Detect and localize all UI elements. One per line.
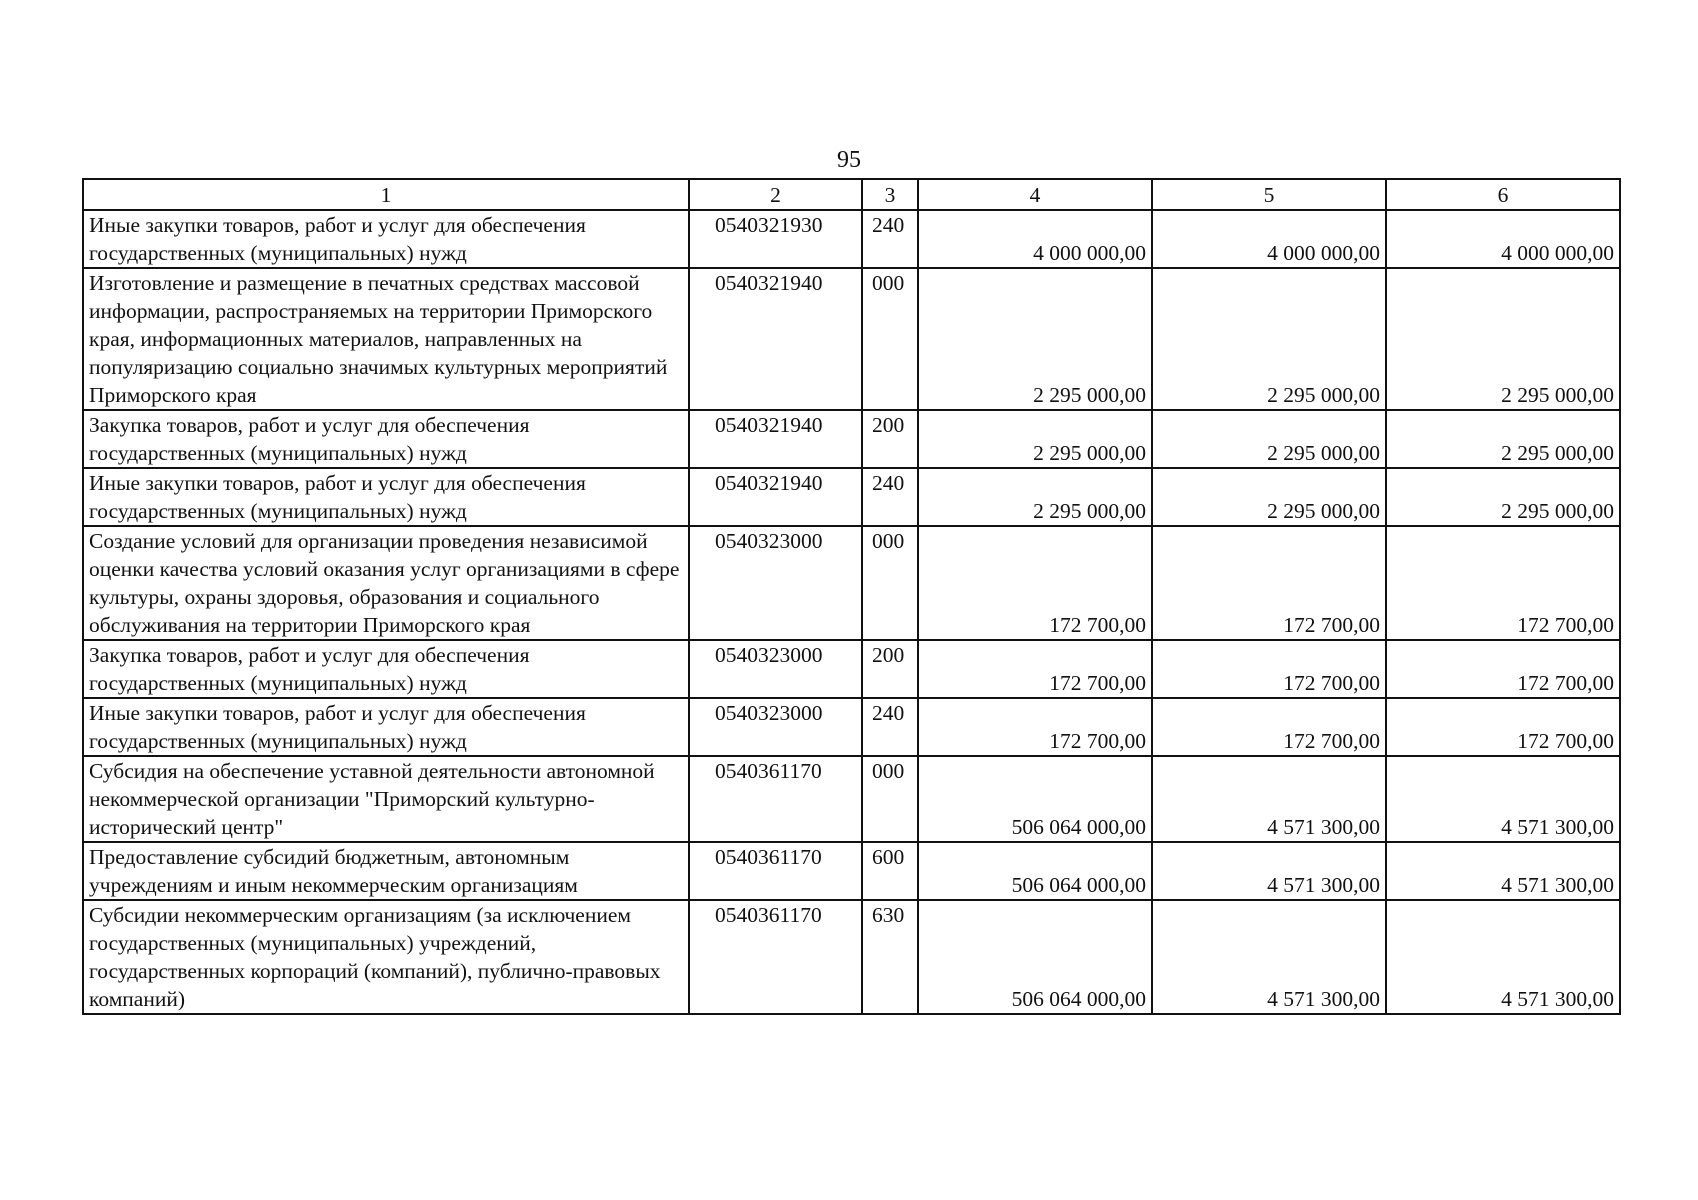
amount-column-6: 172 700,00 — [1386, 640, 1620, 698]
amount-column-4: 2 295 000,00 — [918, 268, 1152, 410]
expense-name: Закупка товаров, работ и услуг для обеспечения государственных (муниципальных) нужд — [83, 410, 689, 468]
amount-column-4: 172 700,00 — [918, 526, 1152, 640]
expense-name: Предоставление субсидий бюджетным, автономным учреждениям и иным некоммерческим организациям — [83, 842, 689, 900]
expense-type-code: 000 — [862, 526, 918, 640]
expense-type-code: 000 — [862, 268, 918, 410]
expense-type-code: 240 — [862, 468, 918, 526]
amount-column-6: 4 571 300,00 — [1386, 900, 1620, 1014]
amount-column-5: 2 295 000,00 — [1152, 410, 1386, 468]
expense-name: Создание условий для организации проведения независимой оценки качества условий оказания услуг организациями в сфере культуры, охраны здоровья, образования и социального обслуживания на территории Приморского края — [83, 526, 689, 640]
expense-type-code: 240 — [862, 210, 918, 268]
target-code: 0540361170 — [689, 756, 862, 842]
page-number: 95 — [837, 147, 861, 173]
target-code: 0540323000 — [689, 640, 862, 698]
expense-name: Иные закупки товаров, работ и услуг для обеспечения государственных (муниципальных) нужд — [83, 468, 689, 526]
amount-column-4: 2 295 000,00 — [918, 410, 1152, 468]
budget-table — [82, 178, 1621, 1015]
table-row — [83, 900, 1620, 1014]
amount-column-4: 2 295 000,00 — [918, 468, 1152, 526]
target-code: 0540361170 — [689, 900, 862, 1014]
target-code: 0540323000 — [689, 526, 862, 640]
amount-column-6: 2 295 000,00 — [1386, 468, 1620, 526]
table-row — [83, 526, 1620, 640]
table-header-row — [83, 179, 1620, 210]
expense-type-code: 630 — [862, 900, 918, 1014]
column-header: 1 — [83, 179, 689, 210]
target-code: 0540361170 — [689, 842, 862, 900]
amount-column-5: 172 700,00 — [1152, 526, 1386, 640]
table-row — [83, 756, 1620, 842]
table-row — [83, 410, 1620, 468]
amount-column-5: 172 700,00 — [1152, 698, 1386, 756]
amount-column-5: 4 000 000,00 — [1152, 210, 1386, 268]
table-row — [83, 842, 1620, 900]
table-row — [83, 210, 1620, 268]
table-row — [83, 698, 1620, 756]
expense-type-code: 200 — [862, 410, 918, 468]
column-header: 5 — [1152, 179, 1386, 210]
amount-column-6: 4 571 300,00 — [1386, 756, 1620, 842]
expense-type-code: 000 — [862, 756, 918, 842]
amount-column-5: 2 295 000,00 — [1152, 268, 1386, 410]
expense-name: Иные закупки товаров, работ и услуг для обеспечения государственных (муниципальных) нужд — [83, 698, 689, 756]
amount-column-6: 172 700,00 — [1386, 698, 1620, 756]
table-row — [83, 268, 1620, 410]
amount-column-6: 172 700,00 — [1386, 526, 1620, 640]
amount-column-6: 2 295 000,00 — [1386, 268, 1620, 410]
amount-column-4: 4 000 000,00 — [918, 210, 1152, 268]
target-code: 0540321930 — [689, 210, 862, 268]
target-code: 0540323000 — [689, 698, 862, 756]
table-row — [83, 640, 1620, 698]
expense-type-code: 200 — [862, 640, 918, 698]
amount-column-5: 4 571 300,00 — [1152, 756, 1386, 842]
column-header: 2 — [689, 179, 862, 210]
column-header: 3 — [862, 179, 918, 210]
amount-column-5: 172 700,00 — [1152, 640, 1386, 698]
table-row — [83, 468, 1620, 526]
expense-type-code: 600 — [862, 842, 918, 900]
amount-column-5: 2 295 000,00 — [1152, 468, 1386, 526]
amount-column-4: 506 064 000,00 — [918, 900, 1152, 1014]
target-code: 0540321940 — [689, 468, 862, 526]
amount-column-6: 4 000 000,00 — [1386, 210, 1620, 268]
amount-column-6: 2 295 000,00 — [1386, 410, 1620, 468]
amount-column-4: 506 064 000,00 — [918, 842, 1152, 900]
column-header: 6 — [1386, 179, 1620, 210]
expense-name: Иные закупки товаров, работ и услуг для обеспечения государственных (муниципальных) нужд — [83, 210, 689, 268]
target-code: 0540321940 — [689, 268, 862, 410]
expense-name: Субсидии некоммерческим организациям (за исключением государственных (муниципальных) учреждений, государственных корпораций (компаний), публично-правовых компаний) — [83, 900, 689, 1014]
column-header: 4 — [918, 179, 1152, 210]
expense-name: Изготовление и размещение в печатных средствах массовой информации, распространяемых на территории Приморского края, информационных материалов, направленных на популяризацию социально значимых культурных мероприятий Приморского края — [83, 268, 689, 410]
expense-name: Закупка товаров, работ и услуг для обеспечения государственных (муниципальных) нужд — [83, 640, 689, 698]
target-code: 0540321940 — [689, 410, 862, 468]
amount-column-6: 4 571 300,00 — [1386, 842, 1620, 900]
amount-column-4: 172 700,00 — [918, 640, 1152, 698]
amount-column-4: 506 064 000,00 — [918, 756, 1152, 842]
amount-column-5: 4 571 300,00 — [1152, 842, 1386, 900]
expense-type-code: 240 — [862, 698, 918, 756]
expense-name: Субсидия на обеспечение уставной деятельности автономной некоммерческой организации "Приморский культурно-исторический центр" — [83, 756, 689, 842]
amount-column-4: 172 700,00 — [918, 698, 1152, 756]
amount-column-5: 4 571 300,00 — [1152, 900, 1386, 1014]
